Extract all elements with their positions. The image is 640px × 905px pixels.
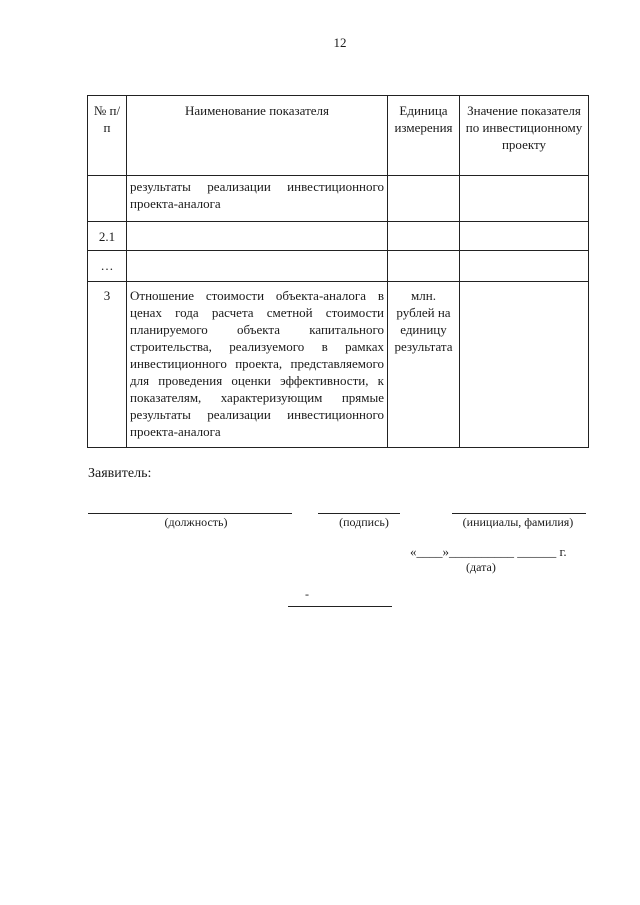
row-unit [388,222,460,251]
name-line [452,513,586,514]
row-number: 2.1 [88,222,127,251]
signature-caption: (подпись) [339,515,389,529]
row-number [88,176,127,222]
name-caption: (инициалы, фамилия) [462,515,574,529]
date-field: «____»__________ ______ г. [410,544,567,559]
signature-line [318,513,400,514]
header-unit: Единица измерения [388,96,460,176]
page-number: 12 [333,35,347,50]
table-row [88,282,589,448]
row-number: 3 [88,282,127,448]
row-name [127,251,388,282]
row-unit: млн. рублей на единицу результата [388,282,460,448]
row-value [460,251,589,282]
indicator-table [87,95,589,448]
row-number: … [88,251,127,282]
row-value [460,222,589,251]
applicant-label: Заявитель: [88,466,152,481]
table-row [88,222,589,251]
header-value: Значение показателя по инвестиционному проекту [460,96,589,176]
table-header-row [88,96,589,176]
position-line [88,513,292,514]
end-mark: - [305,587,309,601]
position-caption: (должность) [164,515,228,529]
table-row [88,251,589,282]
row-unit [388,176,460,222]
row-name: Отношение стоимости объекта-аналога в ценах года расчета сметной стоимости планируемого объекта капитального строительства, реализуемого в рамках инвестиционного проекта, представляемого для проведения оценки эффективности, к показателям, характеризующим прямые результаты реализации инвестиционного проекта-аналога [127,282,388,448]
row-name [127,222,388,251]
end-rule [288,606,392,607]
row-value [460,176,589,222]
row-name: результаты реализации инвестиционного проекта-аналога [127,176,388,222]
header-indicator-name: Наименование показателя [127,96,388,176]
header-number: № п/п [88,96,127,176]
row-value [460,282,589,448]
date-caption: (дата) [466,560,496,574]
table-row [88,176,589,222]
row-unit [388,251,460,282]
